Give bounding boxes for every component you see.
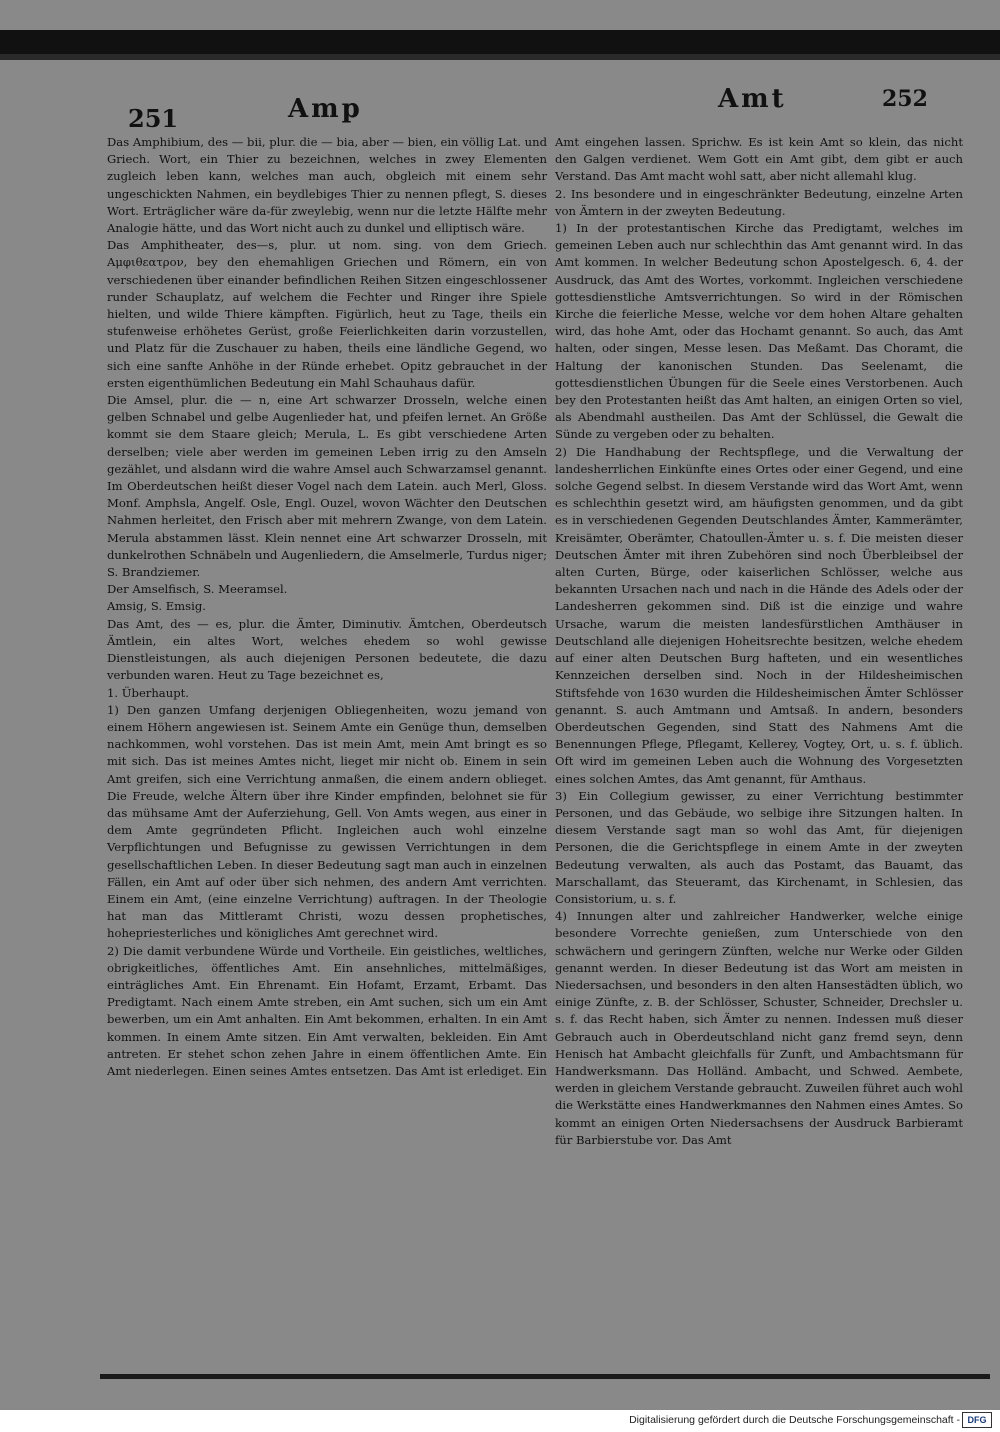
text-column-left: Das Amphibium, des — bii, plur. die — bia, aber — bien, ein völlig Lat. und Griech. Wort, ein Thier zu bezeichnen, welches in zwey Elementen zugleich leben kann, welches man auch, obgleich mit einem sehr ungeschickten Nahmen, ein beydlebiges Thier zu nennen pflegt, S. dieses Wort. Erträglicher wäre da-für zweylebig, wenn nur die letzte Hälfte mehr Analogie hätte, und das Wort nicht auch zu dunkel und elliptisch wäre. Das Amphitheater, des—s, plur. ut nom. sing. von dem Griech. Αμφιθεατρον, bey den ehemahligen Griechen und Römern, ein von verschiedenen über einander befindlichen Reihen Sitzen eingeschlossener runder Schauplatz, auf welchem die Fechter und Ringer ihre Spiele hielten, und wilde Thiere kämpften. Figürlich, heut zu Tage, theils ein stufenweise erhöhetes Gerüst, große Feierlichkeiten darin vorzustellen, und Platz für die Zuschauer zu haben, theils eine ländliche Gegend, wo sich eine sanfte Anhöhe in der Ründe erhebet. Opitz gebrauchet in der ersten eigenthümlichen Bedeutung ein Mahl Schauhaus dafür. Die Amsel, plur. die — n, eine Art schwarzer Drosseln, welche einen gelben Schnabel und gelbe Augenlieder hat, und pfeifen lernet. An Größe kommt sie dem Staare gleich; Merula, L. Es gibt verschiedene Arten derselben; viele aber werden im gemeinen Leben irrig zu den Amseln gezählet, und alsdann wird die wahre Amsel auch Schwarzamsel genannt. Im Oberdeutschen heißt dieser Vogel nach dem Latein. auch Merl, Gloss. Monf. Amphsla, Angelf. Osle, Engl. Ouzel, wovon Wächter den Deutschen Nahmen herleitet, den Frisch aber mit mehrern Zwange, von dem Latein. Merula abstammen lässt. Klein nennet eine Art schwarzer Drosseln, mit dunkelrothen Schnäbeln und Augenliedern, die Amselmerle, Turdus niger; S. Brandziemer. Der Amselfisch, S. Meeramsel. Amsig, S. Emsig. Das Amt, des — es, plur. die Ämter, Diminutiv. Ämtchen, Oberdeutsch Ämtlein, ein altes Wort, welches ehedem so wohl gewisse Dienstleistungen, als auch diejenigen Personen bedeutete, die dazu verbunden waren. Heut zu Tage bezeichnet es, 1. Überhaupt. 1) Den ganzen Umfang derjenigen Obliegenheiten, wozu jemand von einem Höhern angewiesen ist. Seinem Amte ein Genüge thun, demselben nachkommen, wohl vorstehen. Das ist mein Amt, mein Amt bringt es so mit sich. Das ist meines Amtes nicht, lieget mir nicht ob. Einem in sein Amt greifen, sich eine Verrichtung anmaßen, die einem andern oblieget. Die Freude, welche Ältern über ihre Kinder empfinden, belohnet sie für das mühsame Amt der Auferziehung, Gell. Von Amts wegen, aus einer in dem Amte gegründeten Pflicht. Ingleichen auch wohl einzelne Verpflichtungen und Befugnisse zu gewissen Verrichtungen in dem gesellschaftlichen Leben. In dieser Bedeutung sagt man auch in einzelnen Fällen, ein Amt auf oder über sich nehmen, des andern Amt verrichten. Einem ein Amt, (eine einzelne Verrichtung) auftragen. In der Theologie hat man das Mittleramt Christi, wozu dessen prophetisches, hohepriesterliches und königliches Amt gerechnet wird. 2) Die damit verbundene Würde und Vortheile. Ein geistliches, weltliches, obrigkeitliches, öffentliches Amt. Ein ansehnliches, mittelmäßiges, einträgliches Amt. Ein Ehrenamt. Ein Hofamt, Erzamt, Erbamt. Das Predigtamt. Nach einem Amte streben, ein Amt suchen, sich um ein Amt bewerben, um ein Amt anhalten. Ein Amt bekommen, erhalten. In ein Amt kommen. In einem Amte sitzen. Ein Amt verwalten, bekleiden. Ein Amt antreten. Er stehet schon zehen Jahre in einem öffentlichen Amte. Ein Amt niederlegen. Einen seines Amtes entsetzen. Das Amt ist erlediget. Ein [107, 135, 547, 1078]
scan-edge-top [0, 30, 1000, 56]
scan-edge-bottom [100, 1374, 990, 1379]
running-head-left: Amp [288, 94, 363, 124]
funding-notice: Digitalisierung gefördert durch die Deutsche Forschungsgemeinschaft - [629, 1414, 960, 1426]
page-number-left: 251 [128, 104, 179, 133]
dfg-logo: DFG [962, 1412, 992, 1428]
scan-edge-top-shadow [0, 54, 1000, 60]
footer-bar [0, 1410, 1000, 1432]
text-column-right: Amt eingehen lassen. Sprichw. Es ist kein Amt so klein, das nicht den Galgen verdienet. Wem Gott ein Amt gibt, dem gibt er auch Verstand. Das Amt macht wohl satt, aber nicht allemahl klug. 2. Ins besondere und in eingeschränkter Bedeutung, einzelne Arten von Ämtern in der zweyten Bedeutung. 1) In der protestantischen Kirche das Predigtamt, welches im gemeinen Leben auch nur schlechthin das Amt genannt wird. In das Amt kommen. In welcher Bedeutung schon Apostelgesch. 6, 4. der Ausdruck, das Amt des Wortes, vorkommt. Ingleichen verschiedene gottesdienstliche Amtsverrichtungen. So wird in der Römischen Kirche die feierliche Messe, welche vor dem hohen Altare gehalten wird, das hohe Amt, oder das Hochamt genannt. So auch, das Amt halten, oder singen, Messe lesen. Das Meßamt. Das Choramt, die Haltung der kanonischen Stunden. Das Seelenamt, die gottesdienstlichen Übungen für die Seele eines Verstorbenen. Auch bey den Protestanten heißt das Amt halten, an einigen Orten so viel, als Abendmahl austheilen. Das Amt der Schlüssel, die Gewalt die Sünde zu vergeben oder zu behalten. 2) Die Handhabung der Rechtspflege, und die Verwaltung der landesherrlichen Einkünfte eines Ortes oder einer Gegend, und eine solche Gegend selbst. In diesem Verstande wird das Wort Amt, wenn es schlechthin gesetzt wird, am häufigsten genommen, und da gibt es in verschiedenen Gegenden Deutschlandes Ämter, Kammerämter, Kreisämter, Oberämter, Chatoullen-Ämter u. s. f. Die meisten dieser Deutschen Ämter mit ihren Zubehören sind noch Überbleibsel der alten Curten, Bürge, oder kaiserlichen Schlösser, welche aus bekannten Ursachen nach und nach in die Hände des Adels oder der Landesherren gekommen sind. Diß ist die einzige und wahre Ursache, warum die meisten landesfürstlichen Amthäuser in Deutschland alle diejenigen Hoheitsrechte besitzen, welche ehedem auf einer alten Deutschen Burg hafteten, und ein wesentliches Kennzeichen derselben sind. Noch in der Hildesheimischen Stiftsfehde von 1630 wurden die Hildesheimischen Ämter Schlösser genannt. S. auch Amtmann und Amtsaß. In andern, besonders Oberdeutschen Gegenden, sind Statt des Nahmens Amt die Benennungen Pflege, Pflegamt, Kellerey, Vogtey, Ort, u. s. f. üblich. Oft wird im gemeinen Leben auch die Wohnung des Vorgesetzten eines solchen Amtes, das Amt genannt, für Amthaus. 3) Ein Collegium gewisser, zu einer Verrichtung bestimmter Personen, und das Gebäude, wo selbige ihre Sitzungen halten. In diesem Verstande sagt man so wohl das Amt, für diejenigen Personen, die die Gerichtspflege in einem Amte in der zweyten Bedeutung verwalten, als auch das Postamt, das Bauamt, das Marschallamt, das Steueramt, das Kirchenamt, in Schlesien, das Consistorium, u. s. f. 4) Innungen alter und zahlreicher Handwerker, welche einige besondere Vorrechte genießen, zum Unterschiede von den schwächern und geringern Zünften, welche nur Werke oder Gilden genannt werden. In dieser Bedeutung ist das Wort am meisten in Niedersachsen, und besonders in den alten Hansestädten üblich, wo einige Zünfte, z. B. der Schlösser, Schuster, Schneider, Drechsler u. s. f. das Recht haben, sich Ämter zu nennen. Indessen muß dieser Gebrauch auch in Oberdeutschland nicht ganz fremd seyn, denn Henisch hat Ambacht gleichfalls für Zunft, und Ambachtsmann für Handwerksmann. Das Holländ. Ambacht, und Schwed. Aembete, werden in gleichem Verstande gebraucht. Zuweilen führet auch wohl die Werkstätte eines Handwerkmannes den Nahmen eines Amtes. So kommt an einigen Orten Niedersachsens der Ausdruck Barbieramt für Barbierstube vor. Das Amt [555, 135, 963, 1147]
running-head-right: Amt [718, 84, 787, 114]
page-number-right: 252 [882, 86, 928, 112]
